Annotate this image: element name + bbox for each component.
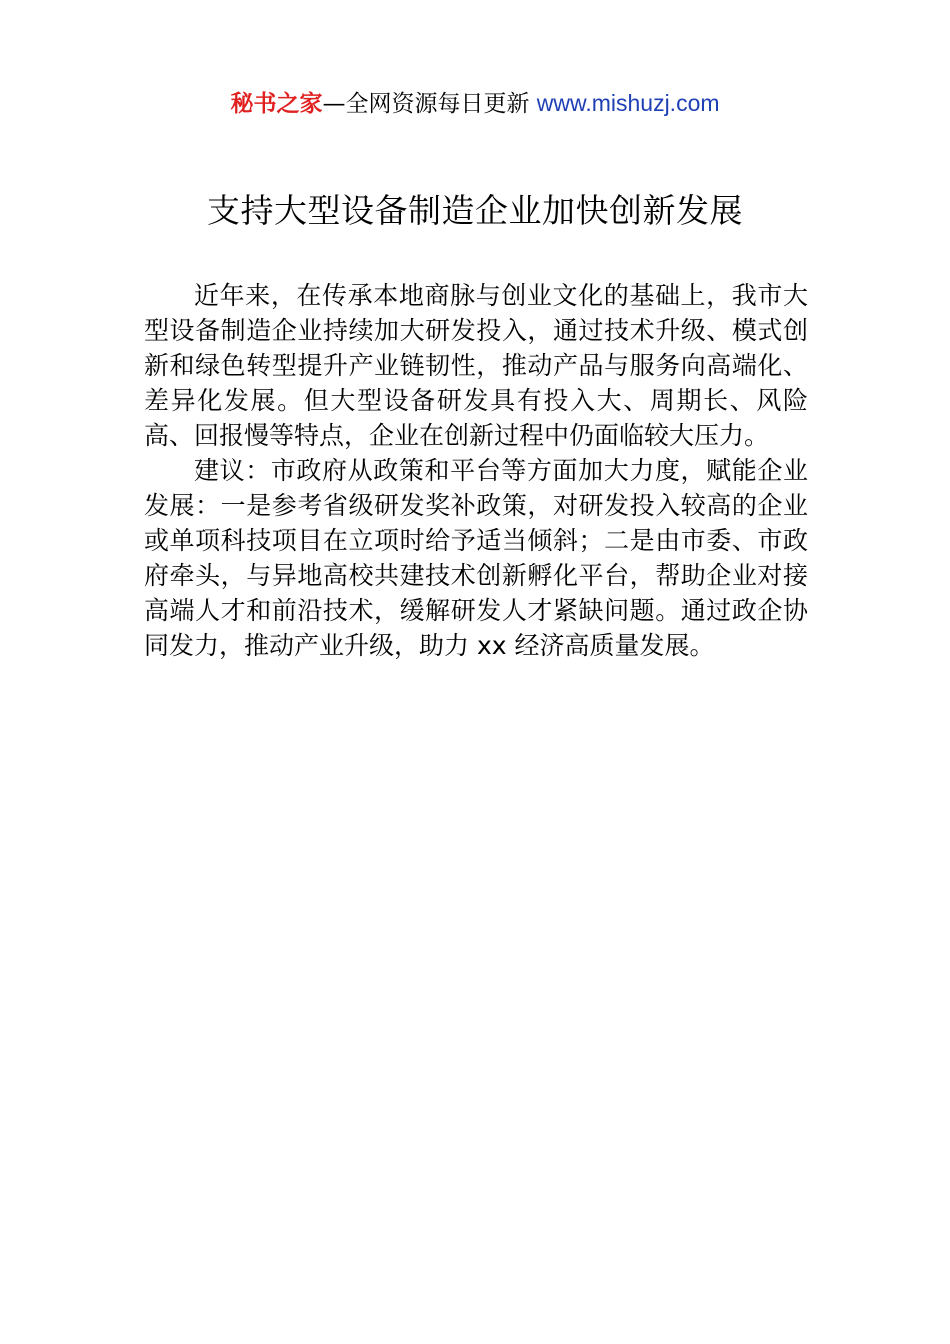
- site-brand: 秘书之家: [230, 91, 323, 117]
- paragraph-background: 近年来，在传承本地商脉与创业文化的基础上，我市大型设备制造企业持续加大研发投入，通过技术升级、模式创新和绿色转型提升产业链韧性，推动产品与服务向高端化、差异化发展。但大型设备研发具有投入大、周期长、风险高、回报慢等特点，企业在创新过程中仍面临较大压力。: [144, 281, 808, 450]
- paragraph-suggestion: 建议：市政府从政策和平台等方面加大力度，赋能企业发展：一是参考省级研发奖补政策，对研发投入较高的企业或单项科技项目在立项时给予适当倾斜；二是由市委、市政府牵头，与异地高校共建技术创新孵化平台，帮助企业对接高端人才和前沿技术，缓解研发人才紧缺问题。通过政企协同发力，推动产业升级，助力 xx 经济高质量发展。: [144, 456, 808, 660]
- document-title: 支持大型设备制造企业加快创新发展: [207, 191, 743, 230]
- site-tagline: —全网资源每日更新: [322, 91, 537, 117]
- site-url-link[interactable]: www.mishuzj.com: [536, 90, 720, 116]
- document-body: [144, 278, 808, 663]
- site-header: [0, 86, 950, 121]
